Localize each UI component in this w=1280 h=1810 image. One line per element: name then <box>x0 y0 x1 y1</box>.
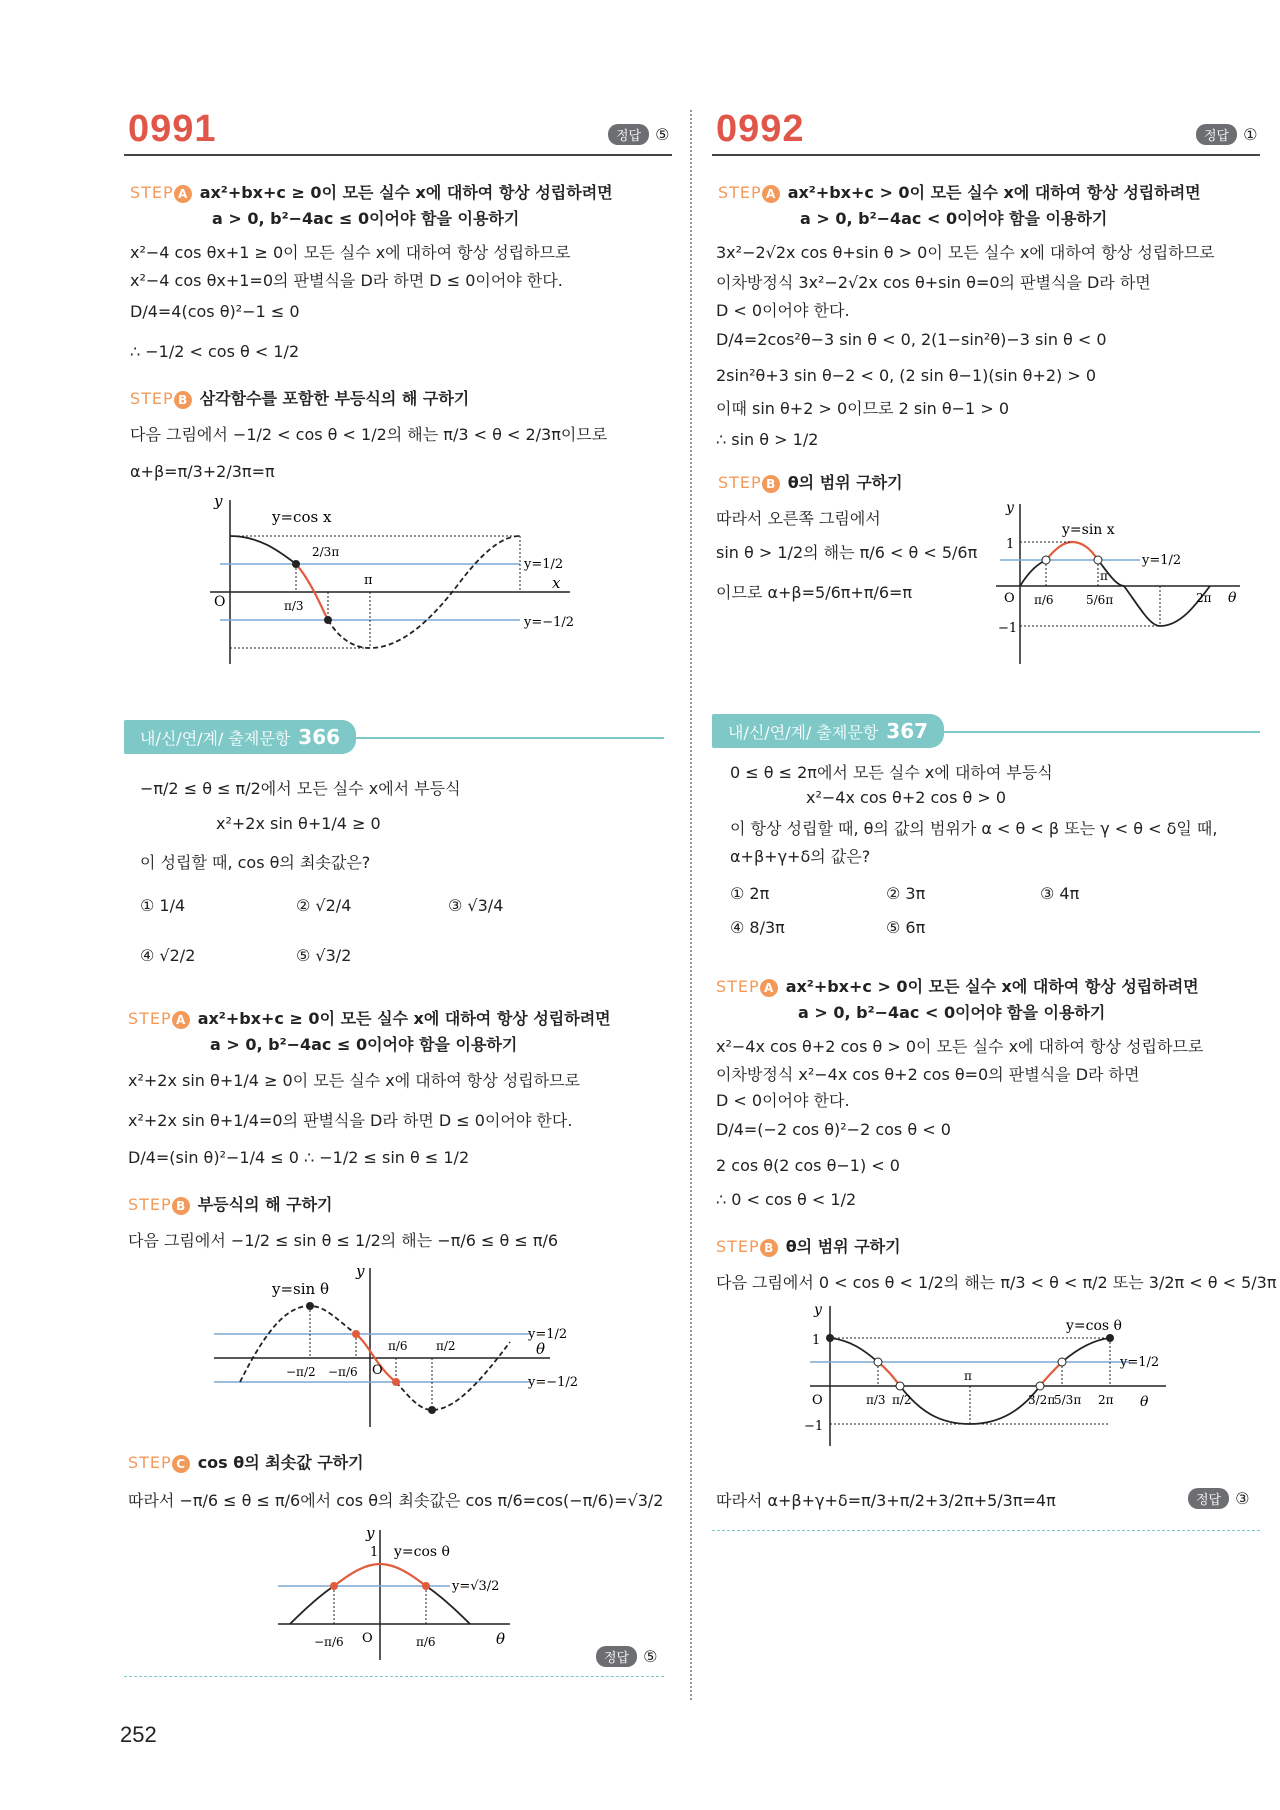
tick-label: 2π <box>1196 591 1212 605</box>
linked-problem-banner <box>712 714 1260 748</box>
hline-label: y=−1/2 <box>524 615 575 630</box>
answer-pill: 정답 <box>596 1646 637 1667</box>
step-tag: STEP <box>128 1453 172 1472</box>
header-rule <box>712 154 1260 156</box>
step-title: θ의 범위 구하기 <box>785 1237 901 1256</box>
one-label: 1 <box>812 1333 821 1348</box>
tick-label: −π/6 <box>328 1365 358 1379</box>
step-letter: B <box>172 1197 190 1215</box>
sin-graph <box>210 1262 610 1432</box>
tick-label: π/6 <box>388 1339 408 1353</box>
choice-1[interactable]: ① 1/4 <box>140 896 186 915</box>
min-point <box>428 1406 436 1414</box>
text-line: 이차방정식 x²−4x cos θ+2 cos θ=0의 판별식을 D라 하면 <box>716 1065 1140 1084</box>
step-a2-heading <box>128 1006 611 1029</box>
point-1 <box>292 560 300 568</box>
step-title: 부등식의 해 구하기 <box>197 1195 333 1214</box>
text-line: 2sin²θ+3 sin θ−2 < 0, (2 sin θ−1)(sin θ+2) > 0 <box>716 366 1097 385</box>
origin-label: O <box>362 1631 373 1646</box>
text-line: D < 0이어야 한다. <box>716 1091 850 1110</box>
choice-3[interactable]: ③ 4π <box>1040 884 1080 903</box>
step-tag: STEP <box>716 977 760 996</box>
tick-label: π/6 <box>1034 593 1054 607</box>
text-line: 3x²−2√2x cos θ+sin θ > 0이 모든 실수 x에 대하여 항상 성립하므로 <box>716 243 1215 262</box>
tick-label: π <box>964 1369 972 1383</box>
step-tag: STEP <box>716 1237 760 1256</box>
step-b-heading <box>130 386 469 409</box>
point-1 <box>352 1330 360 1338</box>
start-point <box>826 1334 834 1342</box>
problem-line: x²+2x sin θ+1/4 ≥ 0 <box>216 814 381 833</box>
text-line: x²+2x sin θ+1/4=0의 판별식을 D라 하면 D ≤ 0이어야 한다. <box>128 1111 573 1130</box>
answer-badge <box>1196 124 1257 145</box>
problem-number: 0991 <box>128 108 217 150</box>
text-line: 이차방정식 3x²−2√2x cos θ+sin θ=0의 판별식을 D라 하면 <box>716 273 1151 292</box>
text-line: x²+2x sin θ+1/4 ≥ 0이 모든 실수 x에 대하여 항상 성립하므로 <box>128 1071 581 1090</box>
step-a2-heading <box>716 974 1199 997</box>
cos-theta-graph <box>270 1524 540 1664</box>
x-label: θ <box>536 1340 546 1358</box>
step-letter: B <box>760 1239 778 1257</box>
choice-2[interactable]: ② √2/4 <box>296 896 352 915</box>
point-1 <box>330 1582 338 1590</box>
step-a-heading-2: a > 0, b²−4ac < 0이어야 함을 이용하기 <box>800 209 1108 228</box>
problem-line: −π/2 ≤ θ ≤ π/2에서 모든 실수 x에서 부등식 <box>140 779 461 798</box>
step-letter: B <box>762 475 780 493</box>
section-end-rule <box>124 1676 664 1677</box>
sin-curve-highlight <box>1046 542 1098 560</box>
y-label: y <box>366 1524 375 1542</box>
tick-label: π/6 <box>416 1635 436 1649</box>
answer-badge <box>608 124 669 145</box>
step-tag: STEP <box>718 473 762 492</box>
sin-graph <box>990 498 1260 668</box>
step-tag: STEP <box>130 389 174 408</box>
text-line: ∴ 0 < cos θ < 1/2 <box>716 1190 857 1209</box>
header-rule <box>124 154 672 156</box>
step-a-heading <box>130 180 613 203</box>
banner-number: 366 <box>298 725 341 749</box>
text-line: D/4=(sin θ)²−1/4 ≤ 0 ∴ −1/2 ≤ sin θ ≤ 1/2 <box>128 1148 470 1167</box>
text-line: D < 0이어야 한다. <box>716 301 850 320</box>
origin-label: O <box>1004 591 1015 606</box>
answer-badge <box>1188 1488 1249 1509</box>
y-label: y <box>356 1262 365 1280</box>
answer-pill: 정답 <box>1188 1488 1229 1509</box>
end-point <box>1106 1334 1114 1342</box>
problem-line: 0 ≤ θ ≤ 2π에서 모든 실수 x에 대하여 부등식 <box>730 763 1053 782</box>
choice-2[interactable]: ② 3π <box>886 884 926 903</box>
text-line: x²−4x cos θ+2 cos θ > 0이 모든 실수 x에 대하여 항상 성립하므로 <box>716 1037 1204 1056</box>
answer-value: ⑤ <box>643 1647 658 1666</box>
x-label: θ <box>1228 590 1237 606</box>
curve-label: y=sin x <box>1062 522 1115 538</box>
problem-line: 이 성립할 때, cos θ의 최솟값은? <box>140 853 371 872</box>
step-letter: A <box>762 185 780 203</box>
final-line: 따라서 α+β+γ+δ=π/3+π/2+3/2π+5/3π=4π <box>716 1491 1056 1510</box>
text-line: x²−4 cos θx+1=0의 판별식을 D라 하면 D ≤ 0이어야 한다. <box>130 271 563 290</box>
tick-label: −π/2 <box>286 1365 316 1379</box>
step-a-heading <box>718 180 1201 203</box>
linked-problem-banner <box>124 720 664 754</box>
y-label: y <box>214 492 223 510</box>
cos-theta-graph <box>800 1300 1180 1450</box>
cos-curve-c <box>1062 1338 1110 1362</box>
choice-5[interactable]: ⑤ 6π <box>886 918 926 937</box>
hline-label: y=−1/2 <box>528 1375 579 1390</box>
tick-label: 2/3π <box>312 545 340 559</box>
x-label: x <box>552 574 561 592</box>
sin-curve-a <box>1020 560 1046 586</box>
banner-label <box>124 720 356 754</box>
minus-one-label: −1 <box>998 621 1018 636</box>
curve-label: y=sin θ <box>272 1280 329 1298</box>
point-2 <box>422 1582 430 1590</box>
cos-graph <box>200 492 620 672</box>
text-line: 2 cos θ(2 cos θ−1) < 0 <box>716 1156 900 1175</box>
text-line: 이때 sin θ+2 > 0이므로 2 sin θ−1 > 0 <box>716 399 1009 418</box>
open-point <box>874 1358 882 1366</box>
tick-label: π/2 <box>892 1393 912 1407</box>
tick-label: −π/6 <box>314 1635 344 1649</box>
hline-label: y=1/2 <box>1120 1355 1160 1370</box>
one-label: 1 <box>370 1545 379 1560</box>
curve-label: y=cos x <box>272 508 332 526</box>
answer-badge <box>596 1646 657 1667</box>
step-c-heading <box>128 1450 364 1473</box>
text-line: 다음 그림에서 −1/2 ≤ sin θ ≤ 1/2의 해는 −π/6 ≤ θ ≤ π/6 <box>128 1231 559 1250</box>
hline-label: y=1/2 <box>528 1327 568 1342</box>
step-title: ax²+bx+c ≥ 0이 모든 실수 x에 대하여 항상 성립하려면 <box>197 1009 611 1028</box>
text-line: ∴ sin θ > 1/2 <box>716 430 819 449</box>
cos-curve-solid <box>230 536 296 564</box>
step-a2-heading-2: a > 0, b²−4ac ≤ 0이어야 함을 이용하기 <box>210 1035 518 1054</box>
minus-one-label: −1 <box>804 1419 824 1434</box>
cos-curve-left <box>290 1586 334 1624</box>
x-label: θ <box>496 1630 506 1648</box>
problem-line: 이 항상 성립할 때, θ의 값의 범위가 α < θ < β 또는 γ < θ < δ일 때, <box>730 819 1218 838</box>
tick-label: π/3 <box>866 1393 886 1407</box>
open-point-2 <box>1094 556 1102 564</box>
step-title: ax²+bx+c > 0이 모든 실수 x에 대하여 항상 성립하려면 <box>785 977 1199 996</box>
open-point <box>896 1382 904 1390</box>
hline-label: y=1/2 <box>1142 553 1182 568</box>
step-b-heading <box>718 470 903 493</box>
origin-label: O <box>812 1393 823 1408</box>
tick-label: 3/2π <box>1028 1393 1056 1407</box>
point-2 <box>324 616 332 624</box>
choice-3[interactable]: ③ √3/4 <box>448 896 504 915</box>
one-label: 1 <box>1006 537 1015 552</box>
step-letter: A <box>174 185 192 203</box>
step-letter: A <box>172 1011 190 1029</box>
sin-curve-b <box>1098 560 1210 626</box>
step-b2-heading <box>128 1192 332 1215</box>
open-point <box>1058 1358 1066 1366</box>
text-line: α+β=π/3+2/3π=π <box>130 462 275 481</box>
cos-curve-hl-2 <box>1040 1362 1062 1386</box>
column-divider <box>690 110 692 1700</box>
tick-label: π/3 <box>284 599 304 613</box>
step-title: 삼각함수를 포함한 부등식의 해 구하기 <box>199 389 470 408</box>
step-a-heading-2: a > 0, b²−4ac ≤ 0이어야 함을 이용하기 <box>212 209 520 228</box>
text-line: 이므로 α+β=5/6π+π/6=π <box>716 583 913 602</box>
origin-label: O <box>214 594 226 610</box>
y-label: y <box>1006 500 1014 516</box>
tick-label: π <box>364 573 373 588</box>
max-point <box>306 1302 314 1310</box>
choice-5[interactable]: ⑤ √3/2 <box>296 946 352 965</box>
curve-label: y=cos θ <box>394 1544 450 1560</box>
cos-curve-a <box>830 1338 878 1362</box>
text-line: 다음 그림에서 −1/2 < cos θ < 1/2의 해는 π/3 < θ < 2/3π이므로 <box>130 425 608 444</box>
tick-label: 5/3π <box>1054 1393 1082 1407</box>
text-line: ∴ −1/2 < cos θ < 1/2 <box>130 342 300 361</box>
y-label: y <box>814 1302 822 1318</box>
banner-label <box>712 714 944 748</box>
x-label: θ <box>1140 1394 1149 1410</box>
answer-value: ③ <box>1235 1489 1250 1508</box>
step-letter: B <box>174 391 192 409</box>
cos-curve-hl-1 <box>878 1362 900 1386</box>
step-title: cos θ의 최솟값 구하기 <box>197 1453 364 1472</box>
step-tag: STEP <box>128 1195 172 1214</box>
step-letter: C <box>172 1455 190 1473</box>
text-line: 따라서 오른쪽 그림에서 <box>716 509 881 528</box>
answer-pill: 정답 <box>1196 124 1237 145</box>
step-b2-heading <box>716 1234 901 1257</box>
problem-number: 0992 <box>716 108 805 150</box>
tick-label: 2π <box>1098 1393 1114 1407</box>
step-title: ax²+bx+c > 0이 모든 실수 x에 대하여 항상 성립하려면 <box>787 183 1201 202</box>
answer-pill: 정답 <box>608 124 649 145</box>
hline-label: y=1/2 <box>524 557 564 572</box>
tick-label: π <box>1100 569 1108 583</box>
problem-line: x²−4x cos θ+2 cos θ > 0 <box>806 788 1007 807</box>
text-line: D/4=4(cos θ)²−1 ≤ 0 <box>130 302 300 321</box>
text-line: x²−4 cos θx+1 ≥ 0이 모든 실수 x에 대하여 항상 성립하므로 <box>130 243 571 262</box>
choice-4[interactable]: ④ 8/3π <box>730 918 785 937</box>
answer-value: ⑤ <box>655 125 670 144</box>
curve-label: y=cos θ <box>1066 1318 1122 1334</box>
page-number: 252 <box>120 1722 157 1747</box>
answer-value: ① <box>1243 125 1258 144</box>
step-tag: STEP <box>130 183 174 202</box>
banner-text: 내/신/연/계/ 출제문항 <box>140 729 291 748</box>
tick-label: 5/6π <box>1086 593 1114 607</box>
step-letter: A <box>760 979 778 997</box>
step-tag: STEP <box>718 183 762 202</box>
step-a2-heading-2: a > 0, b²−4ac < 0이어야 함을 이용하기 <box>798 1003 1106 1022</box>
banner-text: 내/신/연/계/ 출제문항 <box>728 723 879 742</box>
step-tag: STEP <box>128 1009 172 1028</box>
text-line: D/4=2cos²θ−3 sin θ < 0, 2(1−sin²θ)−3 sin θ < 0 <box>716 330 1107 349</box>
point-2 <box>392 1378 400 1386</box>
choice-1[interactable]: ① 2π <box>730 884 770 903</box>
hline-label: y=√3/2 <box>452 1579 500 1594</box>
tick-label: π/2 <box>436 1339 456 1353</box>
text-line: 따라서 −π/6 ≤ θ ≤ π/6에서 cos θ의 최솟값은 cos π/6=cos(−π/6)=√3/2 <box>128 1491 664 1510</box>
origin-label: O <box>372 1363 383 1378</box>
step-title: θ의 범위 구하기 <box>787 473 903 492</box>
step-title: ax²+bx+c ≥ 0이 모든 실수 x에 대하여 항상 성립하려면 <box>199 183 613 202</box>
text-line: sin θ > 1/2의 해는 π/6 < θ < 5/6π <box>716 543 978 562</box>
open-point <box>1036 1382 1044 1390</box>
text-line: 다음 그림에서 0 < cos θ < 1/2의 해는 π/3 < θ < π/2 또는 3/2π < θ < 5/3π <box>716 1273 1277 1292</box>
section-end-rule <box>712 1530 1260 1531</box>
banner-number: 367 <box>886 719 929 743</box>
problem-line: α+β+γ+δ의 값은? <box>730 847 871 866</box>
choice-4[interactable]: ④ √2/2 <box>140 946 196 965</box>
text-line: D/4=(−2 cos θ)²−2 cos θ < 0 <box>716 1120 951 1139</box>
open-point-1 <box>1042 556 1050 564</box>
